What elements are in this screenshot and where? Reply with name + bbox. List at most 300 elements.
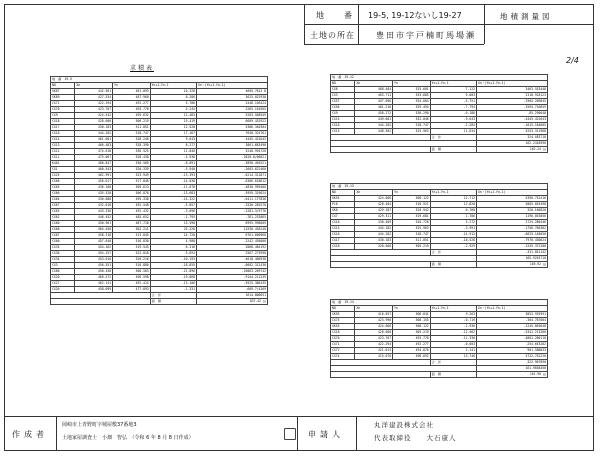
table-cell: -5.857 (150, 203, 196, 209)
table-cell: 2.141 (430, 348, 476, 354)
main-area-table (50, 76, 268, 305)
table-cell: -3594.716659 (476, 105, 547, 111)
creator-address: 岡崎市上青野町字城屋敷37番地3 (62, 422, 137, 428)
table-cell: 11.040 (150, 149, 196, 155)
table-cell: 423.767 (75, 107, 113, 113)
table-cell: CX65 (51, 185, 75, 191)
table-cell: 423.767 (355, 336, 393, 342)
table-cell: 2448.156424 (196, 101, 267, 107)
half-sum-value: 161.9038450 (476, 366, 547, 372)
footer-top-rule (4, 416, 594, 417)
table-cell: -8.091 (150, 161, 196, 167)
table-cell: 6609.432922 (196, 119, 267, 125)
table-cell: -0.603 (430, 342, 476, 348)
table-cell: 522.018 (113, 251, 151, 257)
area-label: 面 積 (430, 147, 476, 153)
table-cell: 487.718 (113, 221, 151, 227)
column-header: Yn (393, 81, 431, 87)
area-table-19-14 (330, 299, 548, 378)
table-cell: 528.430 (113, 155, 151, 161)
table-cell: -609.7/4269 (196, 287, 267, 293)
blank-cell (331, 147, 431, 153)
footer-center-divider (297, 416, 298, 451)
table-cell: 8.277 (150, 143, 196, 149)
table-cell: 429.311 (355, 214, 393, 220)
table-cell: 502.211 (113, 227, 151, 233)
table-cell: 3861.683490 (196, 143, 267, 149)
table-cell: -21.896 (150, 269, 196, 275)
table-cell: 430.183 (75, 125, 113, 131)
table-cell: 4605.7812 8 (196, 89, 267, 95)
table-cell: 5.003 (430, 93, 476, 99)
table-cell: CX80 (51, 269, 75, 275)
table-cell: -14.912 (430, 232, 476, 238)
area-label: 面 積 (150, 299, 196, 305)
table-cell: -1015.184605 (476, 123, 547, 129)
table-cell: 487.960 (113, 95, 151, 101)
table-cell: -7.794 (430, 105, 476, 111)
table-cell: 498.692 (393, 354, 431, 360)
table-cell: 2868.484192 (196, 245, 267, 251)
table-cell: 530.589 (113, 161, 151, 167)
table-cell: CX60 (51, 239, 75, 245)
table-cell: 525.963 (393, 129, 431, 135)
table-cell: GK55 (331, 324, 355, 330)
area-table-19-12 (330, 74, 548, 153)
table-cell: CX1 (51, 167, 75, 173)
table-cell: CX8 (331, 87, 355, 93)
table-cell: -7970.430624 (476, 238, 547, 244)
half-sum-value: 162.2418590 (476, 141, 547, 147)
table-cell: 428.600 (355, 244, 393, 250)
table-cell: 429.187 (355, 208, 393, 214)
table-cell: K401 (51, 161, 75, 167)
table-cell: 511.051 (113, 125, 151, 131)
table-cell: CX71 (51, 101, 75, 107)
table-cell: 458.272 (355, 111, 393, 117)
table-cell: 492.277 (113, 101, 151, 107)
table-cell: CX18 (331, 244, 355, 250)
table-cell: 5203.568549 (196, 113, 267, 119)
table-cell: CX16 (331, 232, 355, 238)
column-header: Yn+1-Yn-1 (430, 81, 476, 87)
table-cell: CX16 (331, 123, 355, 129)
table-cell: 495.330 (113, 197, 151, 203)
sum-label: 合 計 (430, 250, 476, 256)
table-cell: CX25 (51, 173, 75, 179)
table-cell: -6625.148050 (476, 232, 547, 238)
table-cell: CX17 (331, 238, 355, 244)
table-cell: CX68 (51, 227, 75, 233)
table-cell: 416.057 (355, 312, 393, 318)
table-cell: 520.216 (113, 257, 151, 263)
blank-cell (331, 372, 431, 378)
table-cell: 2567.273990 (196, 251, 267, 257)
table-cell: -5.751 (430, 99, 476, 105)
creator-label: 作成者 (12, 430, 48, 439)
table-cell: 513.845 (113, 233, 151, 239)
table-cell: -12.462 (430, 330, 476, 336)
column-header: NO (51, 83, 75, 89)
table-cell: 505.219 (393, 244, 431, 250)
table-cell: CX16 (331, 220, 355, 226)
table-cell: 4445.422643 (196, 137, 267, 143)
table-cell: CX71 (331, 342, 355, 348)
table-cell: 494.876 (393, 348, 431, 354)
table-cell: 326.166820 (476, 208, 547, 214)
table-cell: CX16 (51, 131, 75, 137)
table-cell: 3463.553448 (476, 87, 547, 93)
column-header: Yn+1-Yn-1 (430, 306, 476, 312)
table-cell: 6995.998609 (196, 221, 267, 227)
table-cell: 428.600 (355, 330, 393, 336)
table-cell: 5386.340304 (196, 125, 267, 131)
table-cell: 463.711 (355, 93, 393, 99)
table-cell: 461.001 (75, 137, 113, 143)
table-cell: 6761.600960 (196, 233, 267, 239)
table-cell: CX34 (51, 257, 75, 263)
table-cell: -3890.494521 (196, 161, 267, 167)
table-cell: -2603.622460 (196, 167, 267, 173)
table-cell: 518.747 (393, 232, 431, 238)
area-table-19-13 (330, 183, 548, 268)
table-cell: 901.388833 (476, 348, 547, 354)
table-cell: -1.795 (150, 215, 196, 221)
table-cell: 5.245 (150, 107, 196, 113)
table-cell: 7.122 (430, 87, 476, 93)
table-cell: -13.683 (150, 191, 196, 197)
table-cell: CX9 (331, 111, 355, 117)
area-value: 165.92 ㎡ (476, 262, 547, 268)
table-cell: -1.331 (150, 287, 196, 293)
table-cell: 528.248 (113, 137, 151, 143)
area-label: 面 積 (430, 372, 476, 378)
document-title: 地積測量図 (500, 12, 553, 21)
column-header: Xn (75, 83, 113, 89)
table-cell: CX3 (51, 263, 75, 269)
column-header: Yn+1-Yn-1 (150, 83, 196, 89)
table-cell: 529.494 (393, 105, 431, 111)
table-cell: -2820.0/06021 (196, 155, 267, 161)
table-cell: SK89 (51, 95, 75, 101)
table-cell: CX64 (51, 197, 75, 203)
table-cell: 506.876 (113, 191, 151, 197)
table-cell: CX12 (51, 149, 75, 155)
table-cell: 468.484 (355, 87, 393, 93)
table-cell: CX62 (51, 215, 75, 221)
table-cell: CX15 (331, 117, 355, 123)
column-header: Xn (355, 190, 393, 196)
sum-value: -322.907890 (476, 360, 547, 366)
table-cell: 0.760 (430, 208, 476, 214)
table-cell: 462.991 (75, 173, 113, 179)
table-cell: 11.634 (430, 129, 476, 135)
table-cell: 485.652 (113, 215, 151, 221)
parcel-number: 地 番 19-12 (331, 75, 548, 81)
table-cell: 444.282 (355, 123, 393, 129)
table-cell: -2.285 (430, 123, 476, 129)
column-header: Yn (393, 190, 431, 196)
table-cell: 517.846 (113, 179, 151, 185)
header-bottom-rule (304, 44, 484, 45)
area-row (331, 147, 548, 153)
table-cell: -4801.280110 (476, 336, 547, 342)
table-cell: 505.219 (393, 330, 431, 336)
table-cell: 11536.436240 (196, 227, 267, 233)
table-cell: -781.232865 (196, 215, 267, 221)
table-cell: -5341.213200 (476, 330, 547, 336)
location-label: 土地の所在 (310, 31, 355, 40)
page-number: 2/4 (566, 56, 579, 65)
table-cell: 12.483 (150, 113, 196, 119)
sum-value: 1614.806651 (196, 293, 267, 299)
applicant-label: 申請人 (308, 430, 344, 439)
table-cell: 12.528 (150, 125, 196, 131)
table-cell: 492.548 (113, 203, 151, 209)
column-header: Xn・(Yn+1-Yn-1) (476, 190, 547, 196)
table-cell: CX63 (51, 209, 75, 215)
table-cell: -1756.766382 (476, 226, 547, 232)
table-cell: 518.747 (113, 131, 151, 137)
table-cell: 1196.053056 (476, 214, 547, 220)
table-cell: 9.643 (150, 137, 196, 143)
table-cell: 2318.918123 (476, 93, 547, 99)
parcel-number: 地 番 19-13 (331, 184, 548, 190)
table-cell: SK95 (331, 312, 355, 318)
area-value: 161.90 ㎡ (476, 372, 547, 378)
table-cell: 430.183 (355, 238, 393, 244)
table-cell: 518.747 (393, 123, 431, 129)
table-cell: 525.963 (393, 226, 431, 232)
table-cell: -18.528 (430, 238, 476, 244)
table-cell: CX60 (51, 221, 75, 227)
location-value: 豊田市宇戸楠町馬場瀬 (376, 31, 476, 40)
blank-cell (51, 299, 151, 305)
table-cell: 454.162 (75, 245, 113, 251)
main-table-title: 求積表 (130, 65, 155, 72)
table-cell: 7640.324761 (196, 131, 267, 137)
table-cell: 508.122 (393, 324, 431, 330)
area-value: 837.42 ㎡ (196, 299, 267, 305)
table-cell: CX66 (51, 179, 75, 185)
table-cell: 511.051 (393, 238, 431, 244)
table-cell: -10063.269742 (196, 269, 267, 275)
table-cell: CX72 (331, 348, 355, 354)
creator-surveyor: 土地家屋調査士 小畑 智弘 （令和 6 年 8 月 8 日作成） (62, 435, 194, 441)
table-cell: 525.601 (393, 87, 431, 93)
table-cell: 466.483 (75, 143, 113, 149)
table-cell: 492.277 (393, 342, 431, 348)
column-header: Xn・(Yn+1-Yn-1) (476, 306, 547, 312)
table-cell: -11.330 (430, 336, 476, 342)
table-cell: -6411.177836 (196, 197, 267, 203)
table-cell: -5.936 (150, 155, 196, 161)
table-cell: CX14 (51, 137, 75, 143)
table-cell: 520.942 (393, 208, 431, 214)
table-cell: 14.720 (150, 233, 196, 239)
area-row (331, 372, 548, 378)
table-cell: 6.316 (150, 245, 196, 251)
table-cell: 3853.935991 (476, 312, 547, 318)
table-cell: 457.640 (75, 239, 113, 245)
sum-label: 合 計 (430, 360, 476, 366)
table-cell: -2.929 (430, 244, 476, 250)
table-cell: 456.551 (75, 263, 113, 269)
table-cell: -5959.329624 (196, 191, 267, 197)
column-header: Xn・(Yn+1-Yn-1) (196, 83, 267, 89)
table-cell: CX17 (51, 125, 75, 131)
table-cell: 430.509 (355, 220, 393, 226)
table-cell: 5.786 (150, 101, 196, 107)
table-cell: 15.590 (150, 221, 196, 227)
header-left-rule (304, 4, 305, 44)
table-cell: 424.068 (355, 196, 393, 202)
table-cell: 421.013 (355, 348, 393, 354)
table-cell: 8.286 (150, 95, 196, 101)
table-cell: 5240.994720 (196, 149, 267, 155)
table-cell: 493.776 (393, 336, 431, 342)
table-cell: CX7 (331, 214, 355, 220)
table-cell: -13.393 (150, 173, 196, 179)
table-cell: -4618.460938 (196, 257, 267, 263)
table-cell: -9144.211239 (196, 275, 267, 281)
table-cell: 415.070 (355, 354, 393, 360)
table-cell: -85.290640 (476, 111, 547, 117)
table-cell: 480.847 (75, 161, 113, 167)
column-header: Xn (355, 306, 393, 312)
table-cell: 492.432 (113, 209, 151, 215)
table-cell: 457.096 (355, 99, 393, 105)
table-cell: CX18 (51, 119, 75, 125)
table-cell: -8602.312430 (196, 263, 267, 269)
table-cell: 462.141 (75, 281, 113, 287)
table-cell: 2265.154965 (196, 107, 267, 113)
table-cell: -19.868 (150, 275, 196, 281)
table-cell: 458.458 (75, 269, 113, 275)
table-cell: 533.685 (393, 93, 431, 99)
table-cell: CX70 (51, 107, 75, 113)
column-header: Yn+1-Yn-1 (430, 190, 476, 196)
table-cell: 460.543 (75, 167, 113, 173)
table-cell: CX75 (331, 318, 355, 324)
table-cell: 424.068 (355, 324, 393, 330)
table-cell: 508.122 (393, 196, 431, 202)
footer-left-divider (56, 416, 57, 451)
table-cell: -1255.372200 (476, 244, 547, 250)
table-cell: 444.182 (355, 226, 393, 232)
table-cell: 2725.280448 (476, 220, 547, 226)
table-cell: -9.643 (430, 117, 476, 123)
sum-value: -331.851142 (476, 250, 547, 256)
table-cell: -11.070 (150, 185, 196, 191)
table-cell: SK67 (51, 89, 75, 95)
parcel-label: 地 番 (316, 11, 358, 20)
table-cell: 443.336 (75, 209, 113, 215)
area-value: 162.24 ㎡ (476, 147, 547, 153)
parcel-value: 19-5, 19-12ないし19-27 (368, 11, 462, 20)
table-cell: 444.282 (355, 232, 393, 238)
table-cell: 5722.752220 (476, 354, 547, 360)
table-cell: 446.452 (75, 215, 113, 221)
table-cell: 474.618 (75, 149, 113, 155)
half-sum-value: 165.9255710 (476, 256, 547, 262)
table-cell: -0.186 (430, 111, 476, 117)
header-title-rule (484, 4, 485, 44)
table-cell: GK55 (331, 196, 355, 202)
table-cell: 5065.053498 (476, 202, 547, 208)
table-cell: -5.940 (150, 167, 196, 173)
table-cell: 477.893 (113, 287, 151, 293)
table-cell: 25.226 (150, 227, 196, 233)
table-cell: -2.936 (430, 324, 476, 330)
table-cell: 432.010 (75, 203, 113, 209)
footer-right-divider (356, 416, 357, 451)
table-cell: -1245.063648 (476, 324, 547, 330)
table-cell: 2242.436000 (196, 239, 267, 245)
table-cell: 519.681 (393, 214, 431, 220)
column-header: Yn (113, 83, 151, 89)
sum-value: 324.483718 (476, 135, 547, 141)
table-cell: 458.318 (75, 233, 113, 239)
table-cell: 444.282 (75, 131, 113, 137)
table-cell: -2905.209845 (476, 99, 547, 105)
table-cell: 530.290 (393, 111, 431, 117)
table-cell: GK6 (331, 208, 355, 214)
table-cell: 492.414 (113, 281, 151, 287)
table-cell: 495.632 (113, 113, 151, 119)
table-cell: -6386.618612 (196, 179, 267, 185)
table-cell: 464.456 (75, 227, 113, 233)
table-cell: -6214.311871 (196, 173, 267, 179)
table-cell: -10.193 (150, 257, 196, 263)
table-cell: 423.996 (355, 318, 393, 324)
table-cell: 442.901 (75, 89, 113, 95)
table-cell: CX26 (51, 287, 75, 293)
parcel-number: 地 番 19-5 (51, 77, 268, 83)
table-cell: 532.046 (393, 117, 431, 123)
table-cell: 2.786 (430, 214, 476, 220)
sum-label: 合 計 (150, 293, 196, 299)
table-cell: CX67 (51, 203, 75, 209)
table-cell: 12.712 (430, 196, 476, 202)
table-cell: -3.991 (430, 226, 476, 232)
table-cell: 456.017 (75, 179, 113, 185)
table-cell: 510.880 (113, 263, 151, 269)
table-cell: -14.038 (150, 179, 196, 185)
applicant-representative: 代表取締役 大石康人 (374, 434, 457, 442)
table-cell: CX3 (331, 93, 355, 99)
table-cell: CX15 (331, 129, 355, 135)
table-cell: 428.404 (355, 202, 393, 208)
table-cell: 536.525 (113, 149, 151, 155)
table-cell: 12.820 (430, 202, 476, 208)
table-cell: 449.601 (355, 117, 393, 123)
column-header: Yn (393, 306, 431, 312)
header-top-rule (304, 4, 594, 5)
table-cell: 4.900 (150, 239, 196, 245)
table-cell: -2530.282570 (196, 203, 267, 209)
table-cell: -14.322 (150, 197, 196, 203)
table-cell: 13.746 (430, 354, 476, 360)
column-header: NO (331, 306, 355, 312)
table-cell: -0.719 (430, 318, 476, 324)
table-cell: 496.598 (113, 275, 151, 281)
table-cell: CX27 (51, 281, 75, 287)
table-cell: 5390.752416 (476, 196, 547, 202)
applicant-company: 丸洋建設株式会社 (374, 421, 434, 429)
table-cell: 508.841 (393, 312, 431, 318)
table-cell: 506.219 (113, 119, 151, 125)
